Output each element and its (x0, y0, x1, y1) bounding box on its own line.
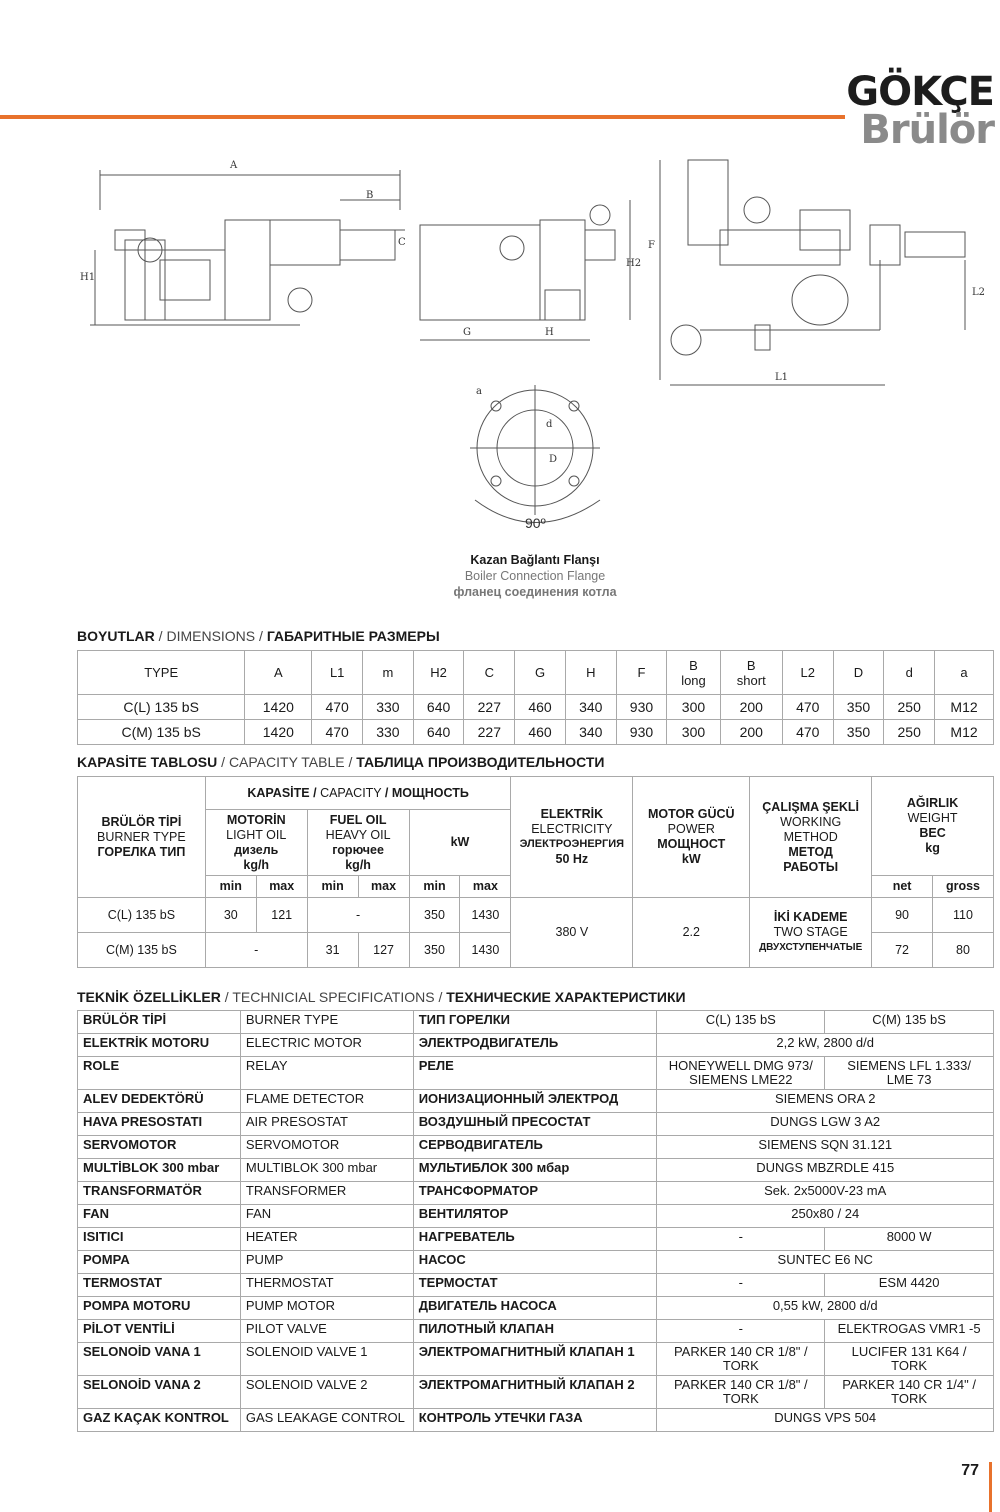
flange-caption-en: Boiler Connection Flange (464, 569, 606, 583)
dim-header-cell: D (833, 651, 884, 695)
label-B: B (366, 190, 374, 201)
cap-lo-unit: kg/h (243, 857, 270, 872)
flange-caption (385, 552, 685, 600)
specs-title-ru: ТЕХНИЧЕСКИЕ ХАРАКТЕРИСТИКИ (446, 989, 686, 1005)
spec-label-tr: FAN (78, 1205, 241, 1228)
label-angle: 90º (525, 515, 546, 531)
label-C: C (398, 237, 406, 248)
dim-header-cell: L2 (782, 651, 833, 695)
spec-value: DUNGS VPS 504 (657, 1409, 994, 1432)
dim-cell: 470 (312, 720, 363, 745)
cap-mo-ru: МОЩНОСТ (657, 837, 726, 851)
dim-cell: M12 (935, 720, 994, 745)
spec-label-ru: ВЕНТИЛЯТОР (413, 1205, 657, 1228)
spec-label-tr: SELONOİD VANA 2 (78, 1376, 241, 1409)
spec-value: 0,55 kW, 2800 d/d (657, 1297, 994, 1320)
cap-me-ru2: РАБОТЫ (783, 859, 839, 874)
page-number-bar (989, 1462, 992, 1512)
cap-ho-ru: горючее (332, 842, 384, 857)
label-A: A (230, 160, 238, 171)
spec-label-en: BURNER TYPE (240, 1011, 413, 1034)
spec-value-2: ESM 4420 (825, 1274, 994, 1297)
cap-we-en: WEIGHT (907, 811, 958, 825)
label-L1: L1 (775, 372, 789, 383)
dim-cell: 350 (833, 695, 884, 720)
spec-value: SIEMENS SQN 31.121 (657, 1136, 994, 1159)
header-rule (0, 115, 845, 119)
table-row (78, 1182, 994, 1205)
spec-label-en: HEATER (240, 1228, 413, 1251)
table-row (78, 720, 994, 745)
cap-mo-tr: MOTOR GÜCÜ (647, 807, 735, 821)
spec-value: DUNGS LGW 3 A2 (657, 1113, 994, 1136)
cap-cell: 31 (307, 933, 358, 968)
cap-cell: 1430 (460, 933, 511, 968)
cap-power: 2.2 (633, 898, 750, 968)
dim-cell: 640 (413, 720, 464, 745)
spec-label-tr: PİLOT VENTİLİ (78, 1320, 241, 1343)
dimensions-title-en: DIMENSIONS (166, 628, 256, 644)
cap-max: max (460, 876, 511, 898)
dim-cell: 250 (884, 720, 935, 745)
cap-head-tr: KAPASİTE / (247, 785, 317, 800)
dim-cell: 330 (363, 720, 414, 745)
dim-header-cell: H (565, 651, 616, 695)
table-row (78, 1320, 994, 1343)
cap-min: min (409, 876, 460, 898)
dim-cell: 930 (616, 695, 667, 720)
spec-value-2: SIEMENS LFL 1.333/ LME 73 (825, 1057, 994, 1090)
table-row (78, 1251, 994, 1274)
dim-cell: 227 (464, 695, 515, 720)
spec-label-en: PUMP MOTOR (240, 1297, 413, 1320)
cap-stage-en: TWO STAGE (773, 925, 848, 939)
dim-cell: 350 (833, 720, 884, 745)
spec-label-en: RELAY (240, 1057, 413, 1090)
table-row (78, 1159, 994, 1182)
spec-value: 250x80 / 24 (657, 1205, 994, 1228)
cap-capacity-head (205, 777, 511, 810)
spec-value-2: PARKER 140 CR 1/4" / TORK (825, 1376, 994, 1409)
dim-header-cell: C (464, 651, 515, 695)
cap-lo-ru: дизель (234, 842, 279, 857)
spec-label-ru: ДВИГАТЕЛЬ НАСОСА (413, 1297, 657, 1320)
spec-label-en: PUMP (240, 1251, 413, 1274)
spec-value: SIEMENS ORA 2 (657, 1090, 994, 1113)
front-view-drawing (420, 200, 630, 340)
cap-stage (750, 898, 872, 968)
cap-el-en: ELECTRICITY (531, 822, 613, 836)
spec-label-tr: TERMOSTAT (78, 1274, 241, 1297)
table-row (78, 695, 994, 720)
dim-cell: 300 (667, 695, 720, 720)
cap-head-ru: / МОЩНОСТЬ (384, 785, 469, 800)
capacity-table (77, 776, 994, 968)
spec-label-ru: МУЛЬТИБЛОК 300 мбар (413, 1159, 657, 1182)
capacity-title-tr: KAPASİTE TABLOSU (77, 754, 218, 770)
spec-label-en: GAS LEAKAGE CONTROL (240, 1409, 413, 1432)
cap-weight-head (872, 777, 994, 876)
technical-drawings (0, 150, 1000, 550)
label-H2: H2 (626, 258, 642, 269)
label-L2: L2 (972, 287, 986, 298)
dim-header-cell: A (245, 651, 312, 695)
spec-label-tr: SELONOİD VANA 1 (78, 1343, 241, 1376)
spec-label-tr: GAZ KAÇAK KONTROL (78, 1409, 241, 1432)
cap-cell: 127 (358, 933, 409, 968)
dim-cell: C(L) 135 bS (78, 695, 245, 720)
label-H1: H1 (80, 272, 96, 283)
dim-cell: 200 (720, 720, 782, 745)
cap-burner-type-head (78, 777, 206, 898)
spec-value-2: 8000 W (825, 1228, 994, 1251)
dim-cell: C(M) 135 bS (78, 720, 245, 745)
cap-el-hz: 50 Hz (555, 852, 589, 866)
table-row (78, 1034, 994, 1057)
spec-label-ru: ПИЛОТНЫЙ КЛАПАН (413, 1320, 657, 1343)
table-row (78, 1297, 994, 1320)
dim-cell: 330 (363, 695, 414, 720)
spec-label-en: AIR PRESOSTAT (240, 1113, 413, 1136)
spec-label-en: SOLENOID VALVE 1 (240, 1343, 413, 1376)
cap-cell: 121 (256, 898, 307, 933)
specs-title-en: TECHNICIAL SPECIFICATIONS (232, 989, 435, 1005)
label-d: d (546, 419, 553, 430)
dim-header-cell: TYPE (78, 651, 245, 695)
cap-me-ru1: МЕТОД (788, 844, 833, 859)
cap-cell: 72 (872, 933, 933, 968)
spec-value-1: C(L) 135 bS (657, 1011, 825, 1034)
flange-caption-tr: Kazan Bağlantı Flanşı (470, 553, 600, 567)
capacity-title: KAPASİTE TABLOSU / CAPACITY TABLE / ТАБЛИЦА ПРОИЗВОДИТЕЛЬНОСТИ (77, 754, 605, 770)
dim-header-cell: G (515, 651, 566, 695)
dim-header-cell: L1 (312, 651, 363, 695)
spec-value-1: PARKER 140 CR 1/8" / TORK (657, 1343, 825, 1376)
spec-label-ru: КОНТРОЛЬ УТЕЧКИ ГАЗА (413, 1409, 657, 1432)
cap-cell: 90 (872, 898, 933, 933)
spec-label-ru: ИОНИЗАЦИОННЫЙ ЭЛЕКТРОД (413, 1090, 657, 1113)
cap-motor-head (633, 777, 750, 898)
capacity-title-ru: ТАБЛИЦА ПРОИЗВОДИТЕЛЬНОСТИ (356, 754, 605, 770)
table-row (78, 1090, 994, 1113)
dim-header-cell: H2 (413, 651, 464, 695)
dim-header-cell: d (884, 651, 935, 695)
spec-value-2: C(M) 135 bS (825, 1011, 994, 1034)
spec-value-1: - (657, 1228, 825, 1251)
spec-label-tr: POMPA (78, 1251, 241, 1274)
spec-label-ru: НАСОС (413, 1251, 657, 1274)
dimensions-title-ru: ГАБАРИТНЫЕ РАЗМЕРЫ (266, 628, 440, 644)
cap-cell: 1430 (460, 898, 511, 933)
spec-label-en: ELECTRIC MOTOR (240, 1034, 413, 1057)
cap-me-en2: METHOD (783, 829, 838, 844)
spec-value: Sek. 2x5000V-23 mA (657, 1182, 994, 1205)
dim-cell: 250 (884, 695, 935, 720)
table-row (78, 1057, 994, 1090)
spec-label-tr: ISITICI (78, 1228, 241, 1251)
spec-label-ru: ЭЛЕКТРОМАГНИТНЫЙ КЛАПАН 1 (413, 1343, 657, 1376)
cap-cell: 110 (933, 898, 994, 933)
cap-row-type: C(M) 135 bS (78, 933, 206, 968)
dim-cell: 300 (667, 720, 720, 745)
spec-label-tr: ELEKTRİK MOTORU (78, 1034, 241, 1057)
cap-me-tr: ÇALIŞMA ŞEKLİ (762, 799, 860, 814)
spec-label-en: SOLENOID VALVE 2 (240, 1376, 413, 1409)
cap-cell: 350 (409, 933, 460, 968)
spec-label-ru: ЭЛЕКТРОМАГНИТНЫЙ КЛАПАН 2 (413, 1376, 657, 1409)
spec-label-en: SERVOMOTOR (240, 1136, 413, 1159)
spec-label-ru: ТЕРМОСТАТ (413, 1274, 657, 1297)
spec-label-tr: MULTİBLOK 300 mbar (78, 1159, 241, 1182)
spec-label-tr: ROLE (78, 1057, 241, 1090)
dimensions-title: BOYUTLAR / DIMENSIONS / ГАБАРИТНЫЕ РАЗМЕРЫ (77, 628, 440, 644)
cap-cell: 30 (205, 898, 256, 933)
dim-cell: 470 (782, 720, 833, 745)
top-view-drawing (660, 160, 965, 385)
dim-cell: 340 (565, 720, 616, 745)
table-row (78, 1274, 994, 1297)
dim-header-cell: a (935, 651, 994, 695)
cap-max: max (256, 876, 307, 898)
cap-min: min (307, 876, 358, 898)
cap-head-en: CAPACITY (320, 785, 382, 800)
dim-cell: 1420 (245, 720, 312, 745)
cap-me-en1: WORKING (780, 814, 842, 829)
side-view-drawing (90, 170, 405, 325)
dim-cell: 1420 (245, 695, 312, 720)
table-row (78, 1113, 994, 1136)
dim-cell: 470 (312, 695, 363, 720)
dim-cell: M12 (935, 695, 994, 720)
cap-cell: 80 (933, 933, 994, 968)
spec-label-ru: ВОЗДУШНЫЙ ПРЕСОСТАТ (413, 1113, 657, 1136)
specs-title-tr: TEKNİK ÖZELLİKLER (77, 989, 221, 1005)
cap-el-ru: ЭЛЕКТРОЭНЕРГИЯ (519, 838, 625, 850)
cap-we-tr: AĞIRLIK (906, 796, 959, 810)
table-row (78, 1343, 994, 1376)
brand-line2: Brülör (860, 107, 994, 153)
label-H: H (545, 327, 554, 338)
spec-label-tr: HAVA PRESOSTATI (78, 1113, 241, 1136)
cap-el-tr: ELEKTRİK (540, 807, 604, 821)
spec-value-1: HONEYWELL DMG 973/ SIEMENS LME22 (657, 1057, 825, 1090)
dim-cell: 470 (782, 695, 833, 720)
cap-ho-tr: FUEL OIL (329, 812, 387, 827)
dimensions-table (77, 650, 994, 745)
spec-label-tr: ALEV DEDEKTÖRÜ (78, 1090, 241, 1113)
flange-drawing (470, 385, 600, 523)
spec-label-ru: РЕЛЕ (413, 1057, 657, 1090)
cap-voltage: 380 V (511, 898, 633, 968)
spec-label-ru: НАГРЕВАТЕЛЬ (413, 1228, 657, 1251)
dim-cell: 460 (515, 720, 566, 745)
label-D: D (549, 454, 558, 465)
dim-header-cell: m (363, 651, 414, 695)
page-number: 77 (961, 1462, 979, 1479)
cap-we-unit: kg (925, 841, 940, 855)
spec-label-tr: SERVOMOTOR (78, 1136, 241, 1159)
flange-caption-ru: фланец соединения котла (453, 585, 617, 599)
table-row (78, 1136, 994, 1159)
dim-cell: 460 (515, 695, 566, 720)
cap-ho-en: HEAVY OIL (325, 827, 391, 842)
brand-logo (846, 69, 994, 153)
brand-line1: GÖKÇE (846, 69, 994, 115)
spec-label-en: FLAME DETECTOR (240, 1090, 413, 1113)
cap-bt-en: BURNER TYPE (97, 829, 186, 844)
spec-value-1: PARKER 140 CR 1/8" / TORK (657, 1376, 825, 1409)
cap-mo-unit: kW (681, 852, 701, 866)
spec-label-en: TRANSFORMER (240, 1182, 413, 1205)
table-row (78, 1205, 994, 1228)
spec-label-en: THERMOSTAT (240, 1274, 413, 1297)
spec-label-tr: POMPA MOTORU (78, 1297, 241, 1320)
spec-label-ru: ЭЛЕКТРОДВИГАТЕЛЬ (413, 1034, 657, 1057)
cap-cell: - (205, 933, 307, 968)
spec-label-en: MULTIBLOK 300 mbar (240, 1159, 413, 1182)
table-row (78, 1011, 994, 1034)
cap-max: max (358, 876, 409, 898)
cap-fueloil-head (307, 810, 409, 876)
cap-ho-unit: kg/h (345, 857, 371, 872)
spec-value-2: LUCIFER 131 K64 / TORK (825, 1343, 994, 1376)
spec-value: SUNTEC E6 NC (657, 1251, 994, 1274)
cap-motorin-head (205, 810, 307, 876)
cap-mo-en: POWER (667, 822, 715, 836)
table-row (78, 1228, 994, 1251)
spec-value-1: - (657, 1274, 825, 1297)
cap-stage-ru: ДВУХСТУПЕНЧАТЫЕ (759, 942, 863, 953)
cap-lo-tr: MOTORİN (226, 812, 286, 827)
capacity-title-en: CAPACITY TABLE (228, 754, 345, 770)
spec-label-en: FAN (240, 1205, 413, 1228)
cap-cell: - (307, 898, 409, 933)
dimensions-title-tr: BOYUTLAR (77, 628, 155, 644)
specs-table (77, 1010, 994, 1432)
cap-gross: gross (933, 876, 994, 898)
cap-bt-tr: BRÜLÖR TİPİ (101, 814, 182, 829)
cap-stage-tr: İKİ KADEME (773, 910, 848, 924)
spec-label-tr: TRANSFORMATÖR (78, 1182, 241, 1205)
label-F: F (648, 240, 655, 251)
cap-lo-en: LIGHT OIL (226, 827, 287, 842)
cap-electricity-head (511, 777, 633, 898)
spec-value-1: - (657, 1320, 825, 1343)
spec-label-en: PILOT VALVE (240, 1320, 413, 1343)
spec-value: 2,2 kW, 2800 d/d (657, 1034, 994, 1057)
cap-cell: 350 (409, 898, 460, 933)
dim-cell: 930 (616, 720, 667, 745)
cap-bt-ru: ГОРЕЛКА ТИП (97, 844, 186, 859)
dim-cell: 227 (464, 720, 515, 745)
dim-header-cell: B short (720, 651, 782, 695)
dim-cell: 340 (565, 695, 616, 720)
spec-label-ru: ТИП ГОРЕЛКИ (413, 1011, 657, 1034)
cap-we-ru: ВЕС (919, 826, 946, 840)
spec-label-tr: BRÜLÖR TİPİ (78, 1011, 241, 1034)
dim-cell: 640 (413, 695, 464, 720)
dim-header-cell: B long (667, 651, 720, 695)
spec-value: DUNGS MBZRDLE 415 (657, 1159, 994, 1182)
cap-min: min (205, 876, 256, 898)
table-row (78, 1409, 994, 1432)
cap-method-head (750, 777, 872, 898)
spec-label-ru: ТРАНСФОРМАТОР (413, 1182, 657, 1205)
label-G: G (463, 327, 471, 338)
spec-value-2: ELEKTROGAS VMR1 -5 (825, 1320, 994, 1343)
cap-row-type: C(L) 135 bS (78, 898, 206, 933)
cap-net: net (872, 876, 933, 898)
specs-title: TEKNİK ÖZELLİKLER / TECHNICIAL SPECIFICATIONS / ТЕХНИЧЕСКИЕ ХАРАКТЕРИСТИКИ (77, 989, 686, 1005)
label-a: a (476, 386, 482, 397)
cap-kw-head: kW (409, 810, 511, 876)
dim-cell: 200 (720, 695, 782, 720)
table-row (78, 1376, 994, 1409)
dim-header-cell: F (616, 651, 667, 695)
spec-label-ru: СЕРВОДВИГАТЕЛЬ (413, 1136, 657, 1159)
